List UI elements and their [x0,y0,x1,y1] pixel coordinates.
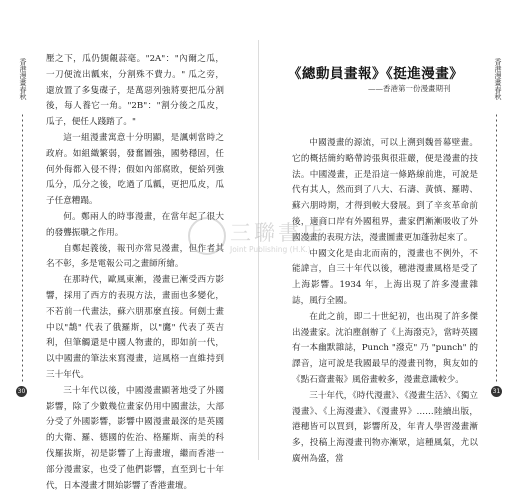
chapter-subheadline: ——香港第一份漫畫期刊 [368,84,451,93]
paragraph: 中國漫畫的源流，可以上溯到魏晉幕壁畫。它的概括簡約略帶誇張與很莊嚴，便是漫畫的技法。中國漫畫，正是沿這一條路線前進，可說是代有其人，然而到了八大、石濤、黃慎、羅聘、蘇六朋時期，才得到較大發展。到了辛亥革命前後，適商口岸有外國租界，畫家們漸漸吸收了外國漫畫的表現方法，漫畫圖畫更加蓬勃起來了。 [292,138,478,243]
margin-rule-left [20,112,24,382]
paragraph: 在那時代，歐風東漸，漫畫已漸受西方影響，採用了西方的表現方法，畫面也多變化，不若前一代畫法，蘇六朋那麼直接。何劍士畫中以"鵲" 代表了俄羅斯，以"鷹" 代表了英吉利，但筆觸還是中國人物畫的，即如前一代，以中國畫的筆法來寫漫畫，這風格一直維持到三十年代。 [46,275,224,380]
paragraph: 何。鄭兩人的時事漫畫，在當年起了很大的發聾振聵之作用。 [46,211,224,238]
paragraph: 這一組漫畫寓意十分明顯，是諷刺當時之政府。如組織繁弱，發奮圖強，國勢穩固，任何外侮都入侵不得；假如內部腐敗，便給列強瓜分，瓜分之後，吃過了瓜瓤，更把瓜皮，瓜子任意糟蹋。 [46,132,224,207]
paragraph: 中國文化是由北而南的，漫畫也不例外，不能諱言，自三十年代以後，穗港漫畫風格是受了上海影響。1934 年，上海出現了許多漫畫雜誌，風行全國。 [292,248,478,306]
watermark-chinese: 三聯書店 [230,221,326,245]
paragraph: 在此之前，即二十世紀初，也出現了許多傑出漫畫家。沈泊塵創辦了《上海潑克》，當時英國有一本幽默雜誌，Punch "潑克" 乃 "punch" 的譯音，這可說是我國最早的漫畫刊物，與友如的《點石齋畫報》風俗畫較多，漫畫意識較少。 [292,311,478,385]
paragraph: 三十年代，《時代漫畫》、《漫畫生活》、《獨立漫畫》、《上海漫畫》、《漫畫界》……陸續出版，港穗皆可以買到，影響所及，年青人學習漫畫漸多，投稿上海漫畫刊物亦漸眾，這種風氣，尤以廣州為盛，當 [292,390,478,464]
paragraph: 三十年代以後，中國漫畫顯著地受了外國影響，除了少數幾位畫家仍用中國畫法，大部分受了外國影響，影響中國漫畫最深的是英國的大衛、羅、德國的佐治、格羅斯、南美的科伐羅拔斯，初是影響了上海畫壇，繼而香港一部分漫畫家，也受了他們影響，直至到七十年代，日本漫畫才開始影響了香港畫壇。 [46,385,224,491]
paragraph: 壓之下，瓜仍覬覦蒜毫。"2A"："內爾之瓜，一刀便流出瓤來，分割殊不費力。" 瓜之旁，還放置了多隻碟子，是萬惡列強將要把瓜分割後，每人養它一角。"2B"："割分後之瓜皮，瓜子，便任人踐踏了。" [46,54,224,128]
paragraph: 自鄭起義後，報刊亦常見漫畫，但作者其名不彰，多是電報公司之畫師所繪。 [46,243,224,270]
publisher-logo-icon [188,217,226,255]
margin-rule-right [494,112,498,382]
running-title-left: 香港漫畫春秋 [19,58,27,100]
chapter-headline: 《總動員畫報》《挺進漫畫》 [288,66,464,82]
right-body-text [292,136,478,468]
running-title-right: 香港漫畫春秋 [494,58,502,100]
page-number-left: 30 [17,388,26,395]
publisher-watermark [188,215,338,275]
watermark-english: Joint Publishing (H.K.) [230,245,311,254]
page-number-right: 31 [492,388,501,395]
